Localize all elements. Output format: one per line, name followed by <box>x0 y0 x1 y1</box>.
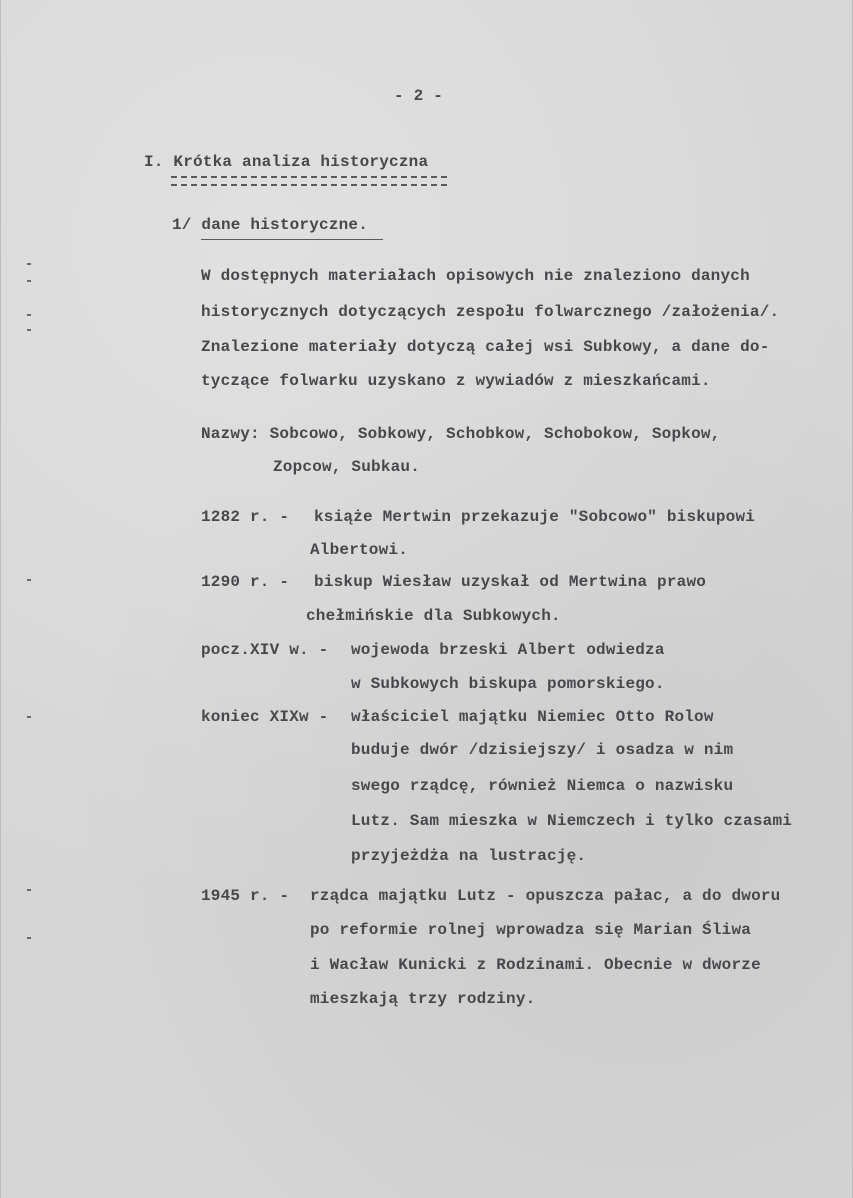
entry-text: Lutz. Sam mieszka w Niemczech i tylko czasami <box>351 812 793 830</box>
intro-line: historycznych dotyczących zespołu folwarcznego /założenia/. <box>201 303 780 321</box>
margin-mark <box>27 314 31 316</box>
margin-mark <box>27 263 31 265</box>
entry-text: po reformie rolnej wprowadza się Marian Śliwa <box>310 921 752 939</box>
subsection-heading: 1/ dane historyczne. <box>172 216 369 234</box>
entry-text: w Subkowych biskupa pomorskiego. <box>351 675 665 693</box>
intro-line: tyczące folwarku uzyskano z wywiadów z mieszkańcami. <box>201 372 711 390</box>
margin-mark <box>27 329 31 331</box>
entry-date: 1290 r. - <box>201 573 290 591</box>
page-number: - 2 - <box>394 87 444 105</box>
entry-text: Albertowi. <box>310 541 409 559</box>
margin-mark <box>27 716 31 718</box>
intro-line: Znalezione materiały dotyczą całej wsi Subkowy, a dane do- <box>201 338 770 356</box>
names-line: Zopcow, Subkau. <box>273 458 421 476</box>
margin-mark <box>27 280 31 282</box>
entry-text: swego rządcę, również Niemca o nazwisku <box>351 777 734 795</box>
entry-text: mieszkają trzy rodziny. <box>310 990 536 1008</box>
entry-text: chełmińskie dla Subkowych. <box>306 607 561 625</box>
section-heading: I. Krótka analiza historyczna <box>144 153 429 171</box>
entry-date: 1282 r. - <box>201 508 290 526</box>
names-line: Nazwy: Sobcowo, Sobkowy, Schobkow, Schobokow, Sopkow, <box>201 425 721 443</box>
entry-text: przyjeżdża na lustrację. <box>351 847 587 865</box>
entry-text: wojewoda brzeski Albert odwiedza <box>351 641 665 659</box>
entry-text: właściciel majątku Niemiec Otto Rolow <box>351 708 714 726</box>
entry-date: pocz.XIV w. - <box>201 641 329 659</box>
section-heading-underline <box>171 176 447 186</box>
entry-text: rządca majątku Lutz - opuszcza pałac, a do dworu <box>310 887 781 905</box>
entry-text: i Wacław Kunicki z Rodzinami. Obecnie w dworze <box>310 956 761 974</box>
entry-date: 1945 r. - <box>201 887 290 905</box>
entry-date: koniec XIXw - <box>201 708 329 726</box>
subsection-heading-underline <box>201 239 383 240</box>
intro-line: W dostępnych materiałach opisowych nie znaleziono danych <box>201 267 750 285</box>
entry-text: książe Mertwin przekazuje "Sobcowo" biskupowi <box>314 508 756 526</box>
margin-mark <box>27 579 31 581</box>
margin-mark <box>27 889 31 891</box>
entry-text: biskup Wiesław uzyskał od Mertwina prawo <box>314 573 707 591</box>
entry-text: buduje dwór /dzisiejszy/ i osadza w nim <box>351 741 734 759</box>
margin-mark <box>27 937 31 939</box>
